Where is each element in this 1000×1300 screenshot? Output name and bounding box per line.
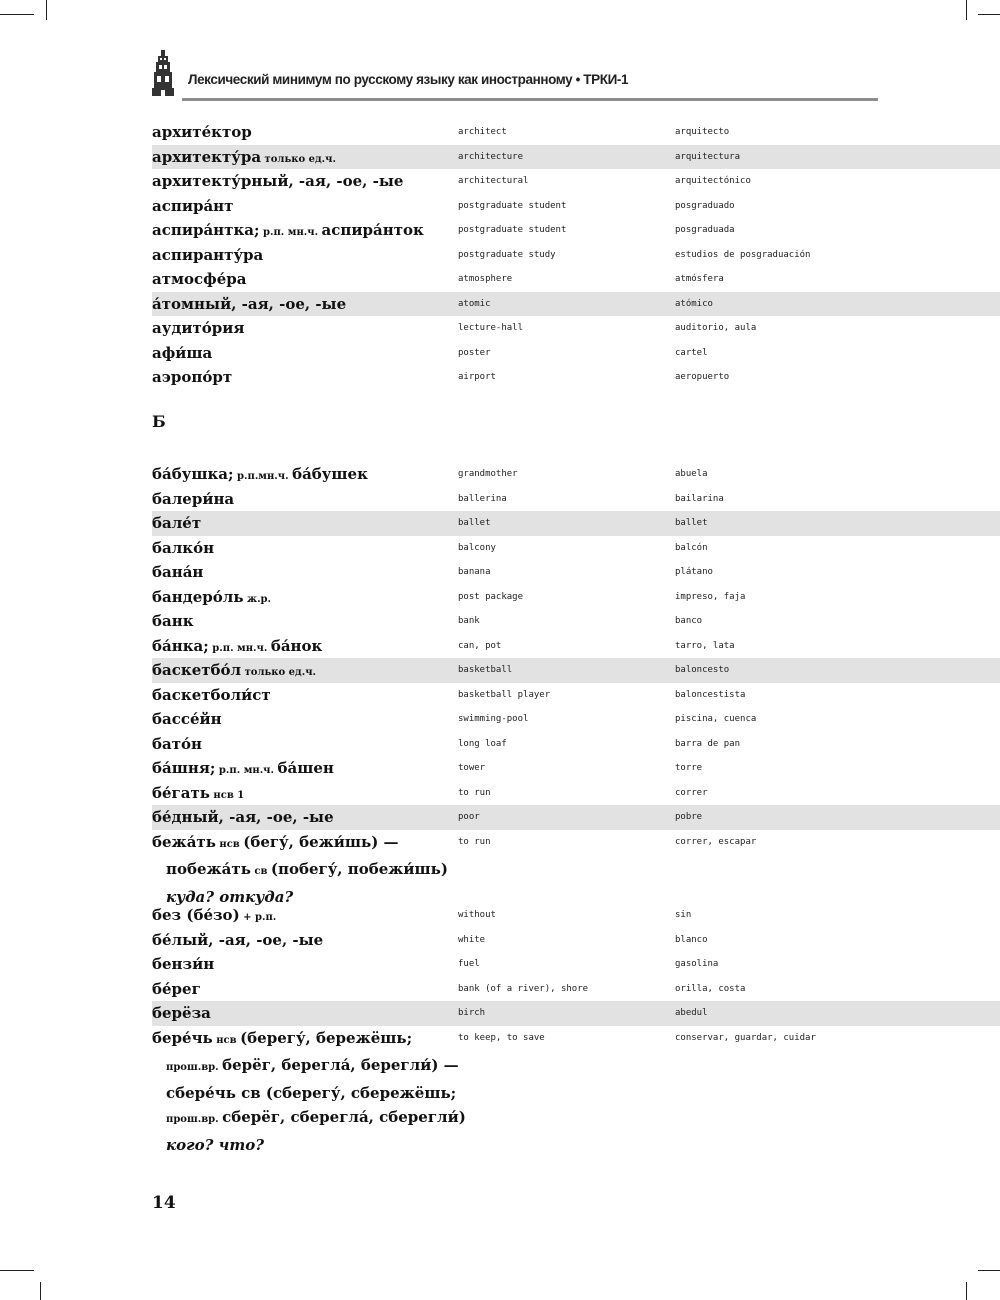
headword-text: бензи́н xyxy=(152,955,215,973)
english-translation: balcony xyxy=(458,542,496,553)
spanish-translation: ballet xyxy=(675,518,708,528)
headword xyxy=(152,634,448,662)
english-translation: to keep, to save xyxy=(458,1032,545,1043)
dictionary-entry xyxy=(152,462,1000,487)
english-translation: fuel xyxy=(458,959,480,969)
headword-text: аэропо́рт xyxy=(152,368,233,386)
headword xyxy=(152,732,448,757)
headword-text: балко́н xyxy=(152,538,215,557)
dictionary-entry xyxy=(152,732,1000,757)
dictionary-entry xyxy=(152,609,1000,634)
headword-text: аспира́нтка; xyxy=(152,221,260,239)
english-translation: postgraduate student xyxy=(458,225,567,235)
headword xyxy=(152,609,448,634)
headword-text: а́томный, -ая, -ое, -ые xyxy=(152,294,347,313)
dictionary-entry xyxy=(152,781,1000,806)
dictionary-entry xyxy=(152,1026,1000,1154)
headword-line xyxy=(152,1081,457,1106)
headword-text: (берегу́, бережёшь; xyxy=(240,1028,413,1047)
headword-text: бале́т xyxy=(152,514,202,532)
english-translation: white xyxy=(458,934,486,945)
headword xyxy=(152,536,448,561)
grammar-note: нсв xyxy=(215,838,244,850)
dictionary-entry xyxy=(152,487,1000,512)
spanish-translation: balcón xyxy=(675,542,708,553)
grammar-note: нсв 1 xyxy=(209,789,245,801)
english-translation: postgraduate study xyxy=(458,249,556,260)
section-b-entries xyxy=(152,462,1000,1154)
headword-text: бе́гать xyxy=(152,783,210,802)
headword xyxy=(152,462,448,490)
grammar-note: р.п. мн.ч. xyxy=(259,227,322,238)
crop-mark-bottom-left-v xyxy=(40,1282,41,1300)
dictionary-entry xyxy=(152,683,1000,708)
dictionary-entry xyxy=(152,511,1000,536)
dictionary-entry xyxy=(152,658,1000,683)
english-translation: basketball xyxy=(458,665,513,675)
grammar-note: р.п. мн.ч. xyxy=(215,765,278,776)
english-translation: long loaf xyxy=(458,738,507,749)
headword xyxy=(152,169,448,194)
spanish-translation: auditorio, aula xyxy=(675,323,757,333)
dictionary-entry xyxy=(152,341,1000,366)
crop-mark-bottom-right-h xyxy=(978,1270,1000,1271)
spanish-translation: gasolina xyxy=(675,959,719,969)
headword-text: атмосфе́ра xyxy=(152,270,247,288)
grammar-note: ж.р. xyxy=(243,593,272,605)
headword xyxy=(152,903,448,931)
grammar-note: р.п. мн.ч. xyxy=(208,642,271,654)
headword xyxy=(152,365,448,390)
dictionary-entry xyxy=(152,169,1000,194)
english-translation: bank xyxy=(458,616,480,626)
headword xyxy=(152,952,448,977)
dictionary-entry xyxy=(152,707,1000,732)
spanish-translation: impreso, faja xyxy=(675,591,746,602)
spanish-translation: pobre xyxy=(675,812,703,822)
dictionary-entry xyxy=(152,805,1000,830)
headword-text: ба́нка; xyxy=(152,636,209,655)
spanish-translation: sin xyxy=(675,910,692,920)
headword-text: бе́рег xyxy=(152,979,201,998)
grammar-note: нсв xyxy=(212,1034,241,1046)
spanish-translation: blanco xyxy=(675,934,708,945)
dictionary-entry xyxy=(152,292,1000,317)
english-translation: grandmother xyxy=(458,469,518,479)
headword xyxy=(152,560,448,585)
spanish-translation: arquitecto xyxy=(675,127,730,137)
spanish-translation: barra de pan xyxy=(675,738,741,749)
english-translation: post package xyxy=(458,591,524,602)
headword-text: бандеро́ль xyxy=(152,587,244,606)
headword-text: аспира́нт xyxy=(152,196,234,215)
running-header xyxy=(152,48,878,102)
headword-text: аспиранту́ра xyxy=(152,245,264,264)
headword-text: бато́н xyxy=(152,734,203,753)
headword xyxy=(152,243,448,268)
dictionary-entry xyxy=(152,218,1000,243)
dictionary-entry xyxy=(152,585,1000,610)
headword-text: ба́шен xyxy=(277,759,334,777)
headword-line xyxy=(152,1053,459,1081)
headword xyxy=(152,1026,466,1158)
spanish-translation: arquitectura xyxy=(675,151,741,162)
headword xyxy=(152,781,448,809)
spanish-translation: piscina, cuenca xyxy=(675,714,757,724)
spanish-translation: correr xyxy=(675,787,708,798)
headword xyxy=(152,977,448,1002)
headword-text: бере́чь xyxy=(152,1028,213,1047)
spanish-translation: abedul xyxy=(675,1008,708,1018)
dictionary-entry xyxy=(152,145,1000,170)
headword-text: ба́бушек xyxy=(292,465,368,483)
spanish-translation: tarro, lata xyxy=(675,640,735,651)
english-translation: ballerina xyxy=(458,493,507,504)
headword-text: без (бе́зо) xyxy=(152,906,240,924)
grammar-note: + р.п. xyxy=(239,912,277,923)
grammar-note: только ед.ч. xyxy=(241,667,316,678)
spanish-translation: orilla, costa xyxy=(675,983,746,994)
dictionary-entry xyxy=(152,928,1000,953)
spanish-translation: posgraduado xyxy=(675,200,735,211)
english-translation: lecture-hall xyxy=(458,323,524,333)
english-translation: airport xyxy=(458,372,496,382)
headword-text: ба́бушка; xyxy=(152,465,234,483)
headword-text: балери́на xyxy=(152,489,235,508)
headword xyxy=(152,707,448,732)
section-a-entries xyxy=(152,120,1000,390)
headword-line xyxy=(152,830,448,858)
dictionary-entry xyxy=(152,903,1000,928)
spanish-translation: conservar, guardar, cuidar xyxy=(675,1032,816,1043)
headword xyxy=(152,341,448,366)
english-translation: to run xyxy=(458,787,491,798)
english-translation: tower xyxy=(458,763,486,773)
spanish-translation: atómico xyxy=(675,298,713,309)
headword-text: аудито́рия xyxy=(152,319,245,337)
english-translation: poor xyxy=(458,812,480,822)
spanish-translation: posgraduada xyxy=(675,225,735,235)
english-translation: banana xyxy=(458,567,491,577)
dictionary-entry xyxy=(152,267,1000,292)
spanish-translation: aeropuerto xyxy=(675,372,730,382)
headword-line xyxy=(152,1133,448,1158)
english-translation: postgraduate student xyxy=(458,200,567,211)
headword-text: побежа́ть xyxy=(166,860,251,878)
headword-text: архите́ктор xyxy=(152,123,252,141)
english-translation: architectural xyxy=(458,176,529,186)
dictionary-entry xyxy=(152,977,1000,1002)
headword-line xyxy=(152,1026,448,1054)
headword xyxy=(152,756,448,784)
headword-text: (побегу́, побежи́шь) xyxy=(270,860,448,878)
headword-text: архитекту́рный, -ая, -ое, -ые xyxy=(152,172,404,190)
english-translation: birch xyxy=(458,1008,486,1018)
english-translation: architect xyxy=(458,127,507,137)
headword xyxy=(152,928,448,953)
headword-text: банк xyxy=(152,612,194,630)
headword-text: бежа́ть xyxy=(152,832,216,851)
english-translation: without xyxy=(458,910,496,920)
headword xyxy=(152,487,448,512)
headword-text: аспира́нток xyxy=(321,221,424,239)
dictionary-entry xyxy=(152,536,1000,561)
dictionary-entry xyxy=(152,830,1000,904)
dictionary-entry xyxy=(152,560,1000,585)
spanish-translation: cartel xyxy=(675,347,708,358)
dictionary-entry xyxy=(152,120,1000,145)
tower-logo-icon xyxy=(152,48,174,98)
crop-mark-bottom-right-v xyxy=(966,1282,967,1300)
headword-text: баскетбо́л xyxy=(152,661,242,679)
dictionary-entry xyxy=(152,756,1000,781)
spanish-translation: plátano xyxy=(675,567,713,577)
grammar-note: св xyxy=(250,866,271,877)
english-translation: atomic xyxy=(458,298,491,309)
usage-question: куда? откуда? xyxy=(166,887,294,906)
usage-question: кого? что? xyxy=(166,1135,264,1154)
english-translation: basketball player xyxy=(458,689,551,700)
headword-text: бе́дный, -ая, -ое, -ые xyxy=(152,808,334,826)
spanish-translation: atmósfera xyxy=(675,274,724,284)
spanish-translation: arquitectónico xyxy=(675,176,751,186)
headword-text: сбере́чь св (сберегу́, сбережёшь; xyxy=(166,1083,457,1102)
headword-line xyxy=(152,1105,466,1133)
crop-mark-bottom-left-h xyxy=(0,1270,34,1271)
english-translation: ballet xyxy=(458,518,491,528)
english-translation: can, pot xyxy=(458,640,502,651)
grammar-note: прош.вр. xyxy=(166,1114,223,1125)
crop-mark-top-left-h xyxy=(0,14,34,15)
english-translation: to run xyxy=(458,836,491,847)
headword-text: сберёг, сберегла́, сберегли́) xyxy=(222,1108,466,1126)
headword-text: бе́лый, -ая, -ое, -ые xyxy=(152,930,324,949)
headword xyxy=(152,218,448,246)
spanish-translation: abuela xyxy=(675,469,708,479)
headword-text: берёза xyxy=(152,1004,211,1022)
headword-text: (бегу́, бежи́шь) — xyxy=(243,832,399,851)
english-translation: bank (of a river), shore xyxy=(458,983,589,994)
headword xyxy=(152,316,448,341)
headword-text: бана́н xyxy=(152,563,204,581)
headword xyxy=(152,658,448,686)
spanish-translation: torre xyxy=(675,763,703,773)
crop-mark-top-right-h xyxy=(978,14,1000,15)
header-rule xyxy=(182,98,878,101)
headword-text: афи́ша xyxy=(152,343,213,362)
headword xyxy=(152,683,448,708)
headword-text: баскетболи́ст xyxy=(152,685,271,704)
dictionary-entry xyxy=(152,952,1000,977)
dictionary-entry xyxy=(152,365,1000,390)
section-b-heading: Б xyxy=(152,412,166,431)
grammar-note: р.п.мн.ч. xyxy=(233,471,293,482)
spanish-translation: banco xyxy=(675,616,703,626)
dictionary-entry xyxy=(152,634,1000,659)
spanish-translation: estudios de posgraduación xyxy=(675,249,811,260)
headword xyxy=(152,511,448,536)
grammar-note: прош.вр. xyxy=(166,1062,223,1073)
dictionary-entry xyxy=(152,1001,1000,1026)
crop-mark-top-right-v xyxy=(966,0,967,20)
header-title: Лексический минимум по русскому языку как иностранному • ТРКИ-1 xyxy=(188,72,629,87)
english-translation: atmosphere xyxy=(458,274,513,284)
headword-text: ба́нок xyxy=(270,636,323,655)
spanish-translation: correr, escapar xyxy=(675,836,757,847)
headword xyxy=(152,585,448,613)
headword-line xyxy=(152,857,448,885)
headword xyxy=(152,1001,448,1026)
english-translation: architecture xyxy=(458,151,524,162)
headword-text: архитекту́ра xyxy=(152,147,262,166)
spanish-translation: baloncesto xyxy=(675,665,730,675)
headword xyxy=(152,292,448,317)
headword-text: берёг, берегла́, берегли́) — xyxy=(222,1056,459,1074)
headword xyxy=(152,194,448,219)
headword xyxy=(152,120,448,145)
grammar-note: только ед.ч. xyxy=(261,153,336,165)
english-translation: poster xyxy=(458,347,491,358)
headword-text: ба́шня; xyxy=(152,759,216,777)
dictionary-entry xyxy=(152,316,1000,341)
dictionary-entry xyxy=(152,194,1000,219)
headword-text: бассе́йн xyxy=(152,710,222,728)
headword xyxy=(152,145,448,173)
headword xyxy=(152,805,448,830)
spanish-translation: bailarina xyxy=(675,493,724,504)
headword xyxy=(152,267,448,292)
headword xyxy=(152,830,448,910)
english-translation: swimming-pool xyxy=(458,714,529,724)
dictionary-entry xyxy=(152,243,1000,268)
page-number: 14 xyxy=(152,1193,176,1213)
crop-mark-top-left-v xyxy=(46,0,47,20)
spanish-translation: baloncestista xyxy=(675,689,746,700)
